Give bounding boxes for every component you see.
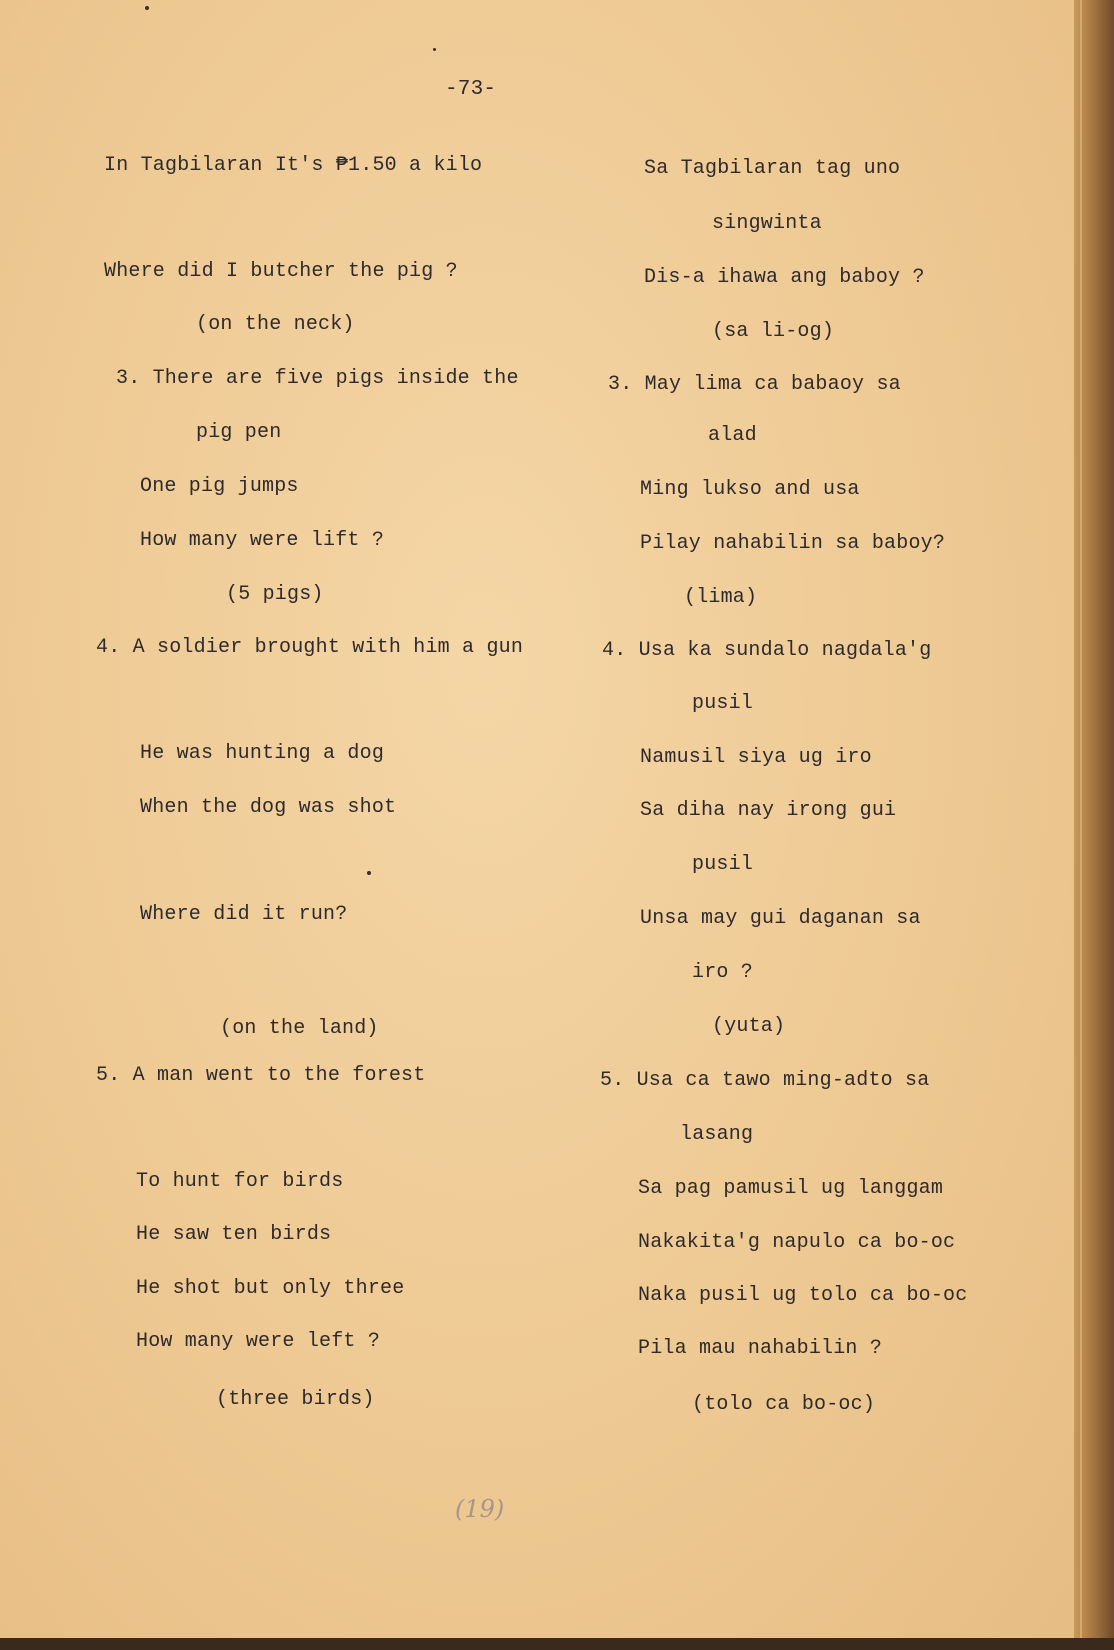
left-q5-answer: (three birds) — [216, 1388, 375, 1411]
right-q5-line3: Sa pag pamusil ug langgam — [638, 1177, 944, 1200]
right-q3-line3: Ming lukso and usa — [640, 478, 860, 501]
right-q5-answer: (tolo ca bo-oc) — [692, 1393, 876, 1416]
ink-speck — [433, 48, 436, 51]
left-q5-line4: He shot but only three — [136, 1277, 405, 1300]
left-price-line: In Tagbilaran It's ₱1.50 a kilo — [104, 154, 483, 177]
right-q4-line6: Unsa may gui daganan sa — [640, 907, 921, 930]
right-q2-answer: (sa li-og) — [712, 320, 835, 343]
right-q5-line1: 5. Usa ca tawo ming-adto sa — [600, 1069, 930, 1092]
right-q4-line2: pusil — [692, 692, 754, 715]
left-q3-line3: One pig jumps — [140, 475, 299, 498]
right-price-line2: singwinta — [712, 212, 822, 235]
right-q3-line4: Pilay nahabilin sa baboy? — [640, 532, 946, 555]
right-q4-line7: iro ? — [692, 961, 754, 984]
left-q4-line4: Where did it run? — [140, 903, 348, 926]
left-q4-line2: He was hunting a dog — [140, 742, 385, 765]
right-q5-line6: Pila mau nahabilin ? — [638, 1337, 883, 1360]
right-q3-answer: (lima) — [684, 586, 758, 609]
left-q5-line2: To hunt for birds — [136, 1170, 344, 1193]
left-q4-answer: (on the land) — [220, 1017, 379, 1040]
ink-speck — [367, 871, 371, 875]
right-q4-line5: pusil — [692, 853, 754, 876]
left-q5-line3: He saw ten birds — [136, 1223, 332, 1246]
left-q4-line3: When the dog was shot — [140, 796, 397, 819]
right-q4-line3: Namusil siya ug iro — [640, 746, 872, 769]
handwritten-page-note: (19) — [455, 1495, 505, 1523]
bottom-edge — [0, 1638, 1114, 1650]
right-q4-line1: 4. Usa ka sundalo nagdala'g — [602, 639, 932, 662]
right-q5-line5: Naka pusil ug tolo ca bo-oc — [638, 1284, 968, 1307]
left-q5-line1: 5. A man went to the forest — [96, 1064, 426, 1087]
right-q5-line4: Nakakita'g napulo ca bo-oc — [638, 1231, 956, 1254]
right-q2-question: Dis-a ihawa ang baboy ? — [644, 266, 925, 289]
left-q2-question: Where did I butcher the pig ? — [104, 260, 458, 283]
right-q4-line4: Sa diha nay irong gui — [640, 799, 897, 822]
right-q3-line2: alad — [708, 424, 757, 447]
page-number: -73- — [445, 78, 497, 101]
right-q5-line2: lasang — [680, 1123, 754, 1146]
left-q2-answer: (on the neck) — [196, 313, 355, 336]
book-spine — [1074, 0, 1114, 1650]
right-price-line1: Sa Tagbilaran tag uno — [644, 157, 901, 180]
left-q3-line1: 3. There are five pigs inside the — [116, 367, 519, 390]
right-q4-answer: (yuta) — [712, 1015, 786, 1038]
ink-speck — [145, 6, 149, 10]
left-q3-line4: How many were lift ? — [140, 529, 385, 552]
left-q5-line5: How many were left ? — [136, 1330, 381, 1353]
right-q3-line1: 3. May lima ca babaoy sa — [608, 373, 901, 396]
left-q3-answer: (5 pigs) — [226, 583, 324, 606]
left-q4-line1: 4. A soldier brought with him a gun — [96, 636, 524, 659]
left-q3-line2: pig pen — [196, 421, 282, 444]
